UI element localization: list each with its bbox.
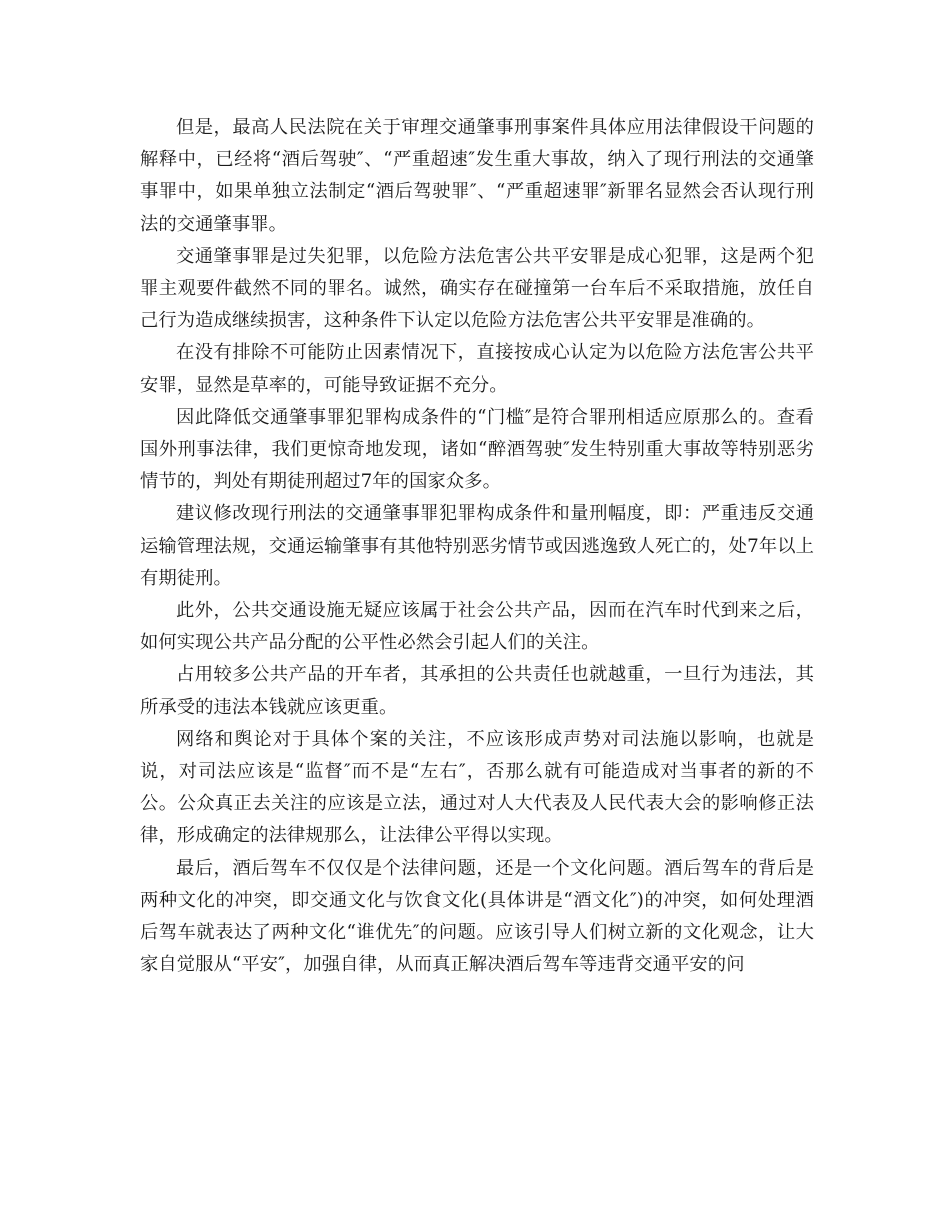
paragraph-9: 最后，酒后驾车不仅仅是个法律问题，还是一个文化问题。酒后驾车的背后是两种文化的冲突，即交通文化与饮食文化(具体讲是“酒文化″)的冲突，如何处理酒后驾车就表达了两种文化“谁优先″的问题。应该引导人们树立新的文化观念，让大家自觉服从“平安″，加强自律，从而真正解决酒后驾车等违背交通平安的问 xyxy=(140,857,814,976)
paragraph-8: 网络和舆论对于具体个案的关注，不应该形成声势对司法施以影响，也就是说，对司法应该是“监督″而不是“左右″，否那么就有可能造成对当事者的新的不公。公众真正去关注的应该是立法，通过对人大代表及人民代表大会的影响修正法律，形成确定的法律规那么，让法律公平得以实现。 xyxy=(140,728,814,847)
paragraph-1: 但是，最高人民法院在关于审理交通肇事刑事案件具体应用法律假设干问题的解释中，已经将“酒后驾驶″、“严重超速″发生重大事故，纳入了现行刑法的交通肇事罪中，如果单独立法制定“酒后驾驶罪″、“严重超速罪″新罪名显然会否认现行刑法的交通肇事罪。 xyxy=(140,117,814,235)
paragraph-5: 建议修改现行刑法的交通肇事罪犯罪构成条件和量刑幅度，即：严重违反交通运输管理法规，交通运输肇事有其他特别恶劣情节或因逃逸致人死亡的，处7年以上有期徒刑。 xyxy=(140,503,814,589)
paragraph-2: 交通肇事罪是过失犯罪，以危险方法危害公共平安罪是成心犯罪，这是两个犯罪主观要件截然不同的罪名。诚然，确实存在碰撞第一台车后不采取措施，放任自己行为造成继续损害，这种条件下认定以危险方法危害公共平安罪是准确的。 xyxy=(140,245,814,332)
paragraph-4: 因此降低交通肇事罪犯罪构成条件的“门槛″是符合罪刑相适应原那么的。查看国外刑事法律，我们更惊奇地发现，诸如“醉酒驾驶″发生特别重大事故等特别恶劣情节的，判处有期徒刑超过7年的国家众多。 xyxy=(140,406,814,493)
paragraph-6: 此外，公共交通设施无疑应该属于社会公共产品，因而在汽车时代到来之后，如何实现公共产品分配的公平性必然会引起人们的关注。 xyxy=(140,600,814,654)
document-body xyxy=(140,112,814,981)
paragraph-7: 占用较多公共产品的开车者，其承担的公共责任也就越重，一旦行为违法，其所承受的违法本钱就应该更重。 xyxy=(140,664,814,718)
paragraph-3: 在没有排除不可能防止因素情况下，直接按成心认定为以危险方法危害公共平安罪，显然是草率的，可能导致证据不充分。 xyxy=(140,342,814,396)
